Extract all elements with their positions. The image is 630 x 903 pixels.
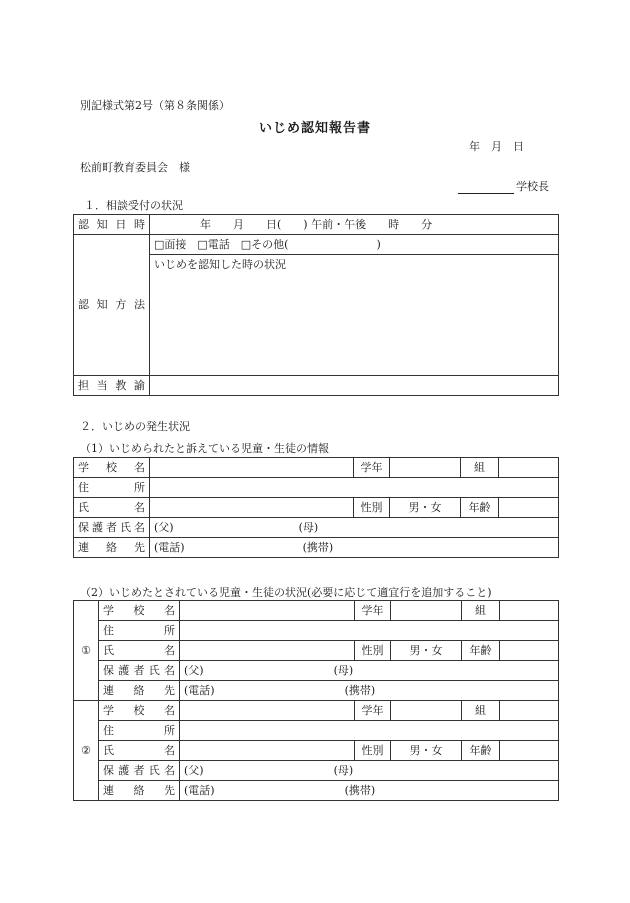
address-field[interactable] xyxy=(180,721,559,741)
mother-label: (母) xyxy=(333,763,354,777)
victim-school-row xyxy=(74,458,559,478)
section1-heading: １．相談受付の状況 xyxy=(84,199,183,212)
school-field[interactable] xyxy=(180,601,355,621)
gender-field[interactable]: 男・女 xyxy=(391,741,462,761)
grade-label: 学年 xyxy=(355,701,391,721)
teacher-label: 担当教諭 xyxy=(74,376,150,396)
address-field[interactable] xyxy=(180,621,559,641)
grade-label: 学年 xyxy=(355,601,391,621)
class-label: 組 xyxy=(461,458,499,478)
section2-heading: ２．いじめの発生状況 xyxy=(80,420,190,433)
grade-field[interactable] xyxy=(391,601,462,621)
name-field[interactable] xyxy=(180,741,355,761)
school-label: 学校名 xyxy=(99,601,180,621)
school-field[interactable] xyxy=(180,701,355,721)
teacher-row xyxy=(74,376,559,396)
contact-field[interactable] xyxy=(180,681,559,701)
class-label: 組 xyxy=(462,701,500,721)
guardian-field[interactable] xyxy=(150,518,559,538)
contact-field[interactable] xyxy=(180,781,559,801)
gender-label: 性別 xyxy=(354,498,390,518)
father-label: (父) xyxy=(184,663,204,677)
recognition-date-label: 認知日時 xyxy=(74,215,150,235)
school-label: 学校名 xyxy=(74,458,150,478)
age-label: 年齢 xyxy=(462,641,500,661)
mobile-label: (携帯) xyxy=(344,783,376,797)
victim-heading: （1）いじめられたと訴えている児童・生徒の情報 xyxy=(80,442,329,455)
guardian-label: 保護者氏名 xyxy=(99,761,180,781)
school-label: 学校名 xyxy=(99,701,180,721)
age-label: 年齢 xyxy=(461,498,499,518)
school-field[interactable] xyxy=(150,458,354,478)
entry1-school-row xyxy=(74,601,559,621)
consultation-table xyxy=(73,214,559,396)
principal-label: 学校長 xyxy=(516,180,549,193)
grade-field[interactable] xyxy=(390,458,461,478)
entry2-guardian-row xyxy=(74,761,559,781)
method-checkboxes[interactable]: □面接 □電話 □その他( ) xyxy=(150,235,559,255)
gender-field[interactable]: 男・女 xyxy=(390,498,461,518)
guardian-field[interactable] xyxy=(180,661,559,681)
entry1-contact-row xyxy=(74,681,559,701)
victim-address-row xyxy=(74,478,559,498)
contact-label: 連絡先 xyxy=(99,681,180,701)
name-label: 氏名 xyxy=(74,498,150,518)
name-field[interactable] xyxy=(150,498,354,518)
recognition-date-field[interactable]: 年 月 日( ) 午前・午後 時 分 xyxy=(150,215,559,235)
age-field[interactable] xyxy=(500,641,559,661)
class-field[interactable] xyxy=(500,601,559,621)
grade-label: 学年 xyxy=(354,458,390,478)
name-label: 氏名 xyxy=(99,641,180,661)
recognition-date-row xyxy=(74,215,559,235)
mobile-label: (携帯) xyxy=(344,683,376,697)
address-label: 住所 xyxy=(99,621,180,641)
entry1-name-row xyxy=(74,641,559,661)
father-label: (父) xyxy=(184,763,204,777)
gender-label: 性別 xyxy=(355,641,391,661)
age-field[interactable] xyxy=(500,741,559,761)
address-label: 住所 xyxy=(99,721,180,741)
gender-field[interactable]: 男・女 xyxy=(391,641,462,661)
class-field[interactable] xyxy=(499,458,559,478)
contact-label: 連絡先 xyxy=(99,781,180,801)
mother-label: (母) xyxy=(298,520,319,534)
victim-contact-row xyxy=(74,538,559,558)
guardian-field[interactable] xyxy=(180,761,559,781)
principal-signature xyxy=(458,178,549,194)
victim-guardian-row xyxy=(74,518,559,538)
age-label: 年齢 xyxy=(462,741,500,761)
victim-table xyxy=(73,457,559,558)
entry1-guardian-row xyxy=(74,661,559,681)
phone-label: (電話) xyxy=(184,783,215,797)
perpetrator-heading: （2）いじめたとされている児童・生徒の状況(必要に応じて適宜行を追加すること) xyxy=(80,586,492,599)
entry2-school-row xyxy=(74,701,559,721)
contact-label: 連絡先 xyxy=(74,538,150,558)
recognition-method-label: 認知方法 xyxy=(74,235,150,376)
name-field[interactable] xyxy=(180,641,355,661)
form-number: 別記様式第2号（第８条関係） xyxy=(80,99,230,112)
address-label: 住所 xyxy=(74,478,150,498)
entry1-address-row xyxy=(74,621,559,641)
situation-field[interactable]: いじめを認知した時の状況 xyxy=(150,255,559,376)
mother-label: (母) xyxy=(333,663,354,677)
guardian-label: 保護者氏名 xyxy=(74,518,150,538)
father-label: (父) xyxy=(154,520,174,534)
grade-field[interactable] xyxy=(391,701,462,721)
victim-name-row xyxy=(74,498,559,518)
entry2-number: ② xyxy=(74,701,99,801)
phone-label: (電話) xyxy=(184,683,215,697)
age-field[interactable] xyxy=(499,498,559,518)
contact-field[interactable] xyxy=(150,538,559,558)
teacher-field[interactable] xyxy=(150,376,559,396)
gender-label: 性別 xyxy=(355,741,391,761)
guardian-label: 保護者氏名 xyxy=(99,661,180,681)
address-field[interactable] xyxy=(150,478,559,498)
name-label: 氏名 xyxy=(99,741,180,761)
entry2-contact-row xyxy=(74,781,559,801)
entry1-number: ① xyxy=(74,601,99,701)
recognition-method-row xyxy=(74,235,559,255)
class-label: 組 xyxy=(462,601,500,621)
entry2-name-row xyxy=(74,741,559,761)
document-title: いじめ認知報告書 xyxy=(258,121,371,136)
principal-name-blank[interactable] xyxy=(458,182,514,194)
perpetrator-table xyxy=(73,600,559,801)
addressee: 松前町教育委員会 様 xyxy=(80,161,190,174)
mobile-label: (携帯) xyxy=(302,540,334,554)
phone-label: (電話) xyxy=(154,540,185,554)
entry2-address-row xyxy=(74,721,559,741)
report-date: 年 月 日 xyxy=(469,140,524,153)
class-field[interactable] xyxy=(500,701,559,721)
